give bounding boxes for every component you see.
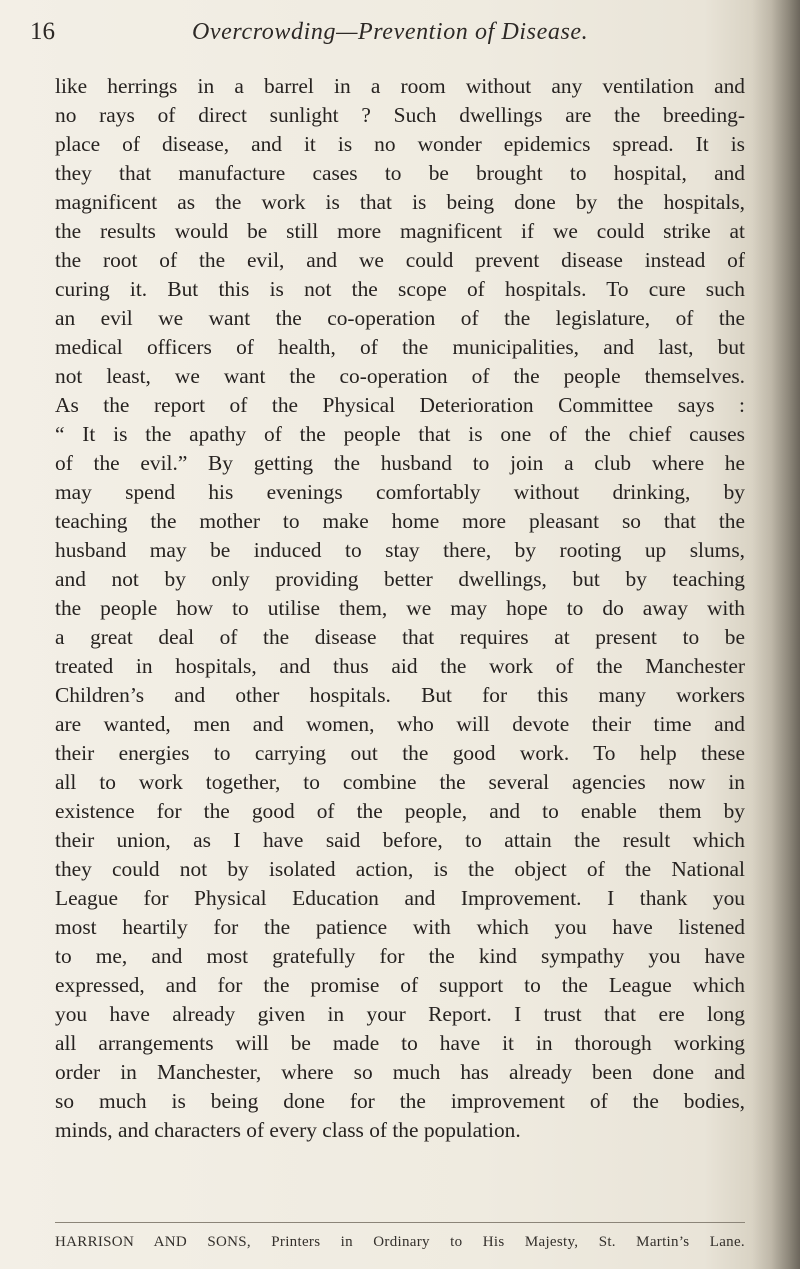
text-line: may spend his evenings comfortably without drinking, by [55, 480, 745, 504]
text-line: the root of the evil, and we could prevent disease instead of [55, 248, 745, 272]
text-line: place of disease, and it is no wonder epidemics spread. It is [55, 132, 745, 156]
text-line: the people how to utilise them, we may hope to do away with [55, 596, 745, 620]
text-line: teaching the mother to make home more pleasant so that the [55, 509, 745, 533]
text-line: As the report of the Physical Deterioration Committee says : [55, 393, 745, 417]
page-number: 16 [30, 18, 55, 45]
text-line: all to work together, to combine the several agencies now in [55, 770, 745, 794]
text-line: existence for the good of the people, and to enable them by [55, 799, 745, 823]
text-line: the results would be still more magnificent if we could strike at [55, 219, 745, 243]
text-line: their energies to carrying out the good work. To help these [55, 741, 745, 765]
text-line: order in Manchester, where so much has already been done and [55, 1060, 745, 1084]
text-line: magnificent as the work is that is being done by the hospitals, [55, 190, 745, 214]
text-line: not least, we want the co-operation of the people themselves. [55, 364, 745, 388]
text-line: husband may be induced to stay there, by rooting up slums, [55, 538, 745, 562]
text-line: so much is being done for the improvement of the bodies, [55, 1089, 745, 1113]
text-line: to me, and most gratefully for the kind sympathy you have [55, 944, 745, 968]
text-line: an evil we want the co-operation of the legislature, of the [55, 306, 745, 330]
running-head [30, 12, 730, 52]
text-line: like herrings in a barrel in a room without any ventilation and [55, 74, 745, 98]
text-line: most heartily for the patience with which you have listened [55, 915, 745, 939]
text-line: you have already given in your Report. I trust that ere long [55, 1002, 745, 1026]
text-line: Children’s and other hospitals. But for this many workers [55, 683, 745, 707]
text-line: no rays of direct sunlight ? Such dwellings are the breeding- [55, 103, 745, 127]
body-text [55, 72, 745, 1145]
text-line: and not by only providing better dwellings, but by teaching [55, 567, 745, 591]
text-line: they that manufacture cases to be brought to hospital, and [55, 161, 745, 185]
running-title: Overcrowding—Prevention of Disease. [192, 19, 589, 45]
text-line: a great deal of the disease that requires at present to be [55, 625, 745, 649]
text-line: medical officers of health, of the municipalities, and last, but [55, 335, 745, 359]
text-line: all arrangements will be made to have it in thorough working [55, 1031, 745, 1055]
text-line: they could not by isolated action, is the object of the National [55, 857, 745, 881]
text-line: expressed, and for the promise of support to the League which [55, 973, 745, 997]
text-line: of the evil.” By getting the husband to join a club where he [55, 451, 745, 475]
text-line: “ It is the apathy of the people that is one of the chief causes [55, 422, 745, 446]
text-line: their union, as I have said before, to attain the result which [55, 828, 745, 852]
text-line: are wanted, men and women, who will devote their time and [55, 712, 745, 736]
text-line: treated in hospitals, and thus aid the work of the Manchester [55, 654, 745, 678]
text-line: League for Physical Education and Improvement. I thank you [55, 886, 745, 910]
page-edge-shadow [752, 0, 800, 1269]
text-line: minds, and characters of every class of the population. [55, 1118, 521, 1142]
printer-imprint: HARRISON AND SONS, Printers in Ordinary to His Majesty, St. Martin’s Lane. [55, 1234, 745, 1250]
text-line: curing it. But this is not the scope of hospitals. To cure such [55, 277, 745, 301]
footer-rule [55, 1222, 745, 1223]
